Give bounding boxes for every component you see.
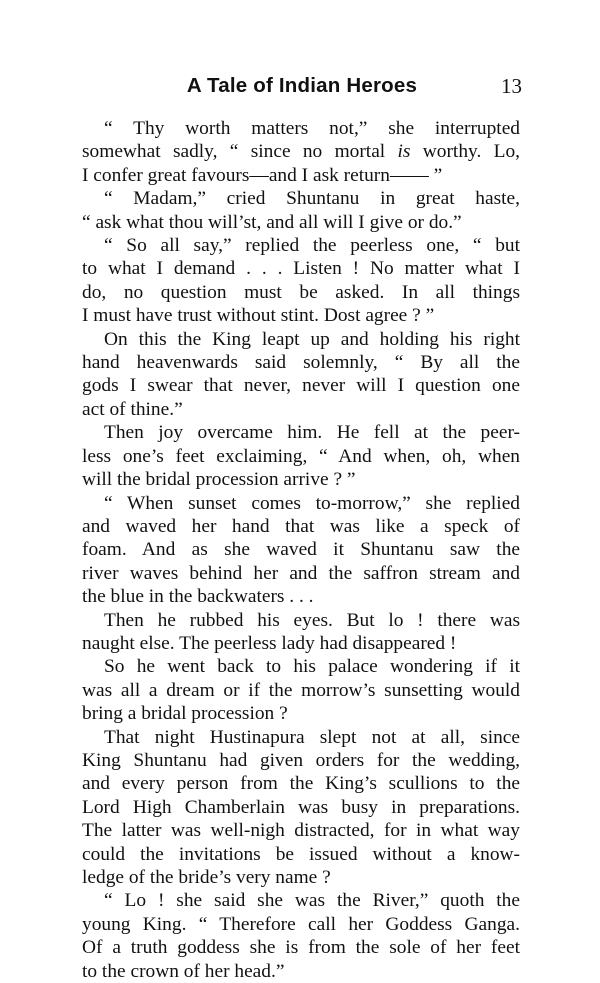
text-line: naught else. The peerless lady had disappeared ! xyxy=(82,632,457,654)
text-line: will the bridal procession arrive ? ” xyxy=(82,469,356,491)
text-line: to the crown of her head.” xyxy=(82,960,285,982)
text-line: The latter was well-nigh distracted, for in what way xyxy=(82,820,520,842)
text-line: do, no question must be asked. In all things xyxy=(82,281,520,303)
page-number: 13 xyxy=(501,74,522,98)
text-line: and every person from the King’s scullions to the xyxy=(82,773,520,795)
text-line: Then joy overcame him. He fell at the peer- xyxy=(104,422,520,444)
text-line: “ So all say,” replied the peerless one, “ but xyxy=(104,235,520,257)
text-line: “ ask what thou will’st, and all will I give or do.” xyxy=(82,211,462,233)
body-text xyxy=(82,117,520,983)
text-line: foam. And as she waved it Shuntanu saw the xyxy=(82,539,520,561)
text-line: I confer great favours—and I ask return—— ” xyxy=(82,164,443,186)
text-line: young King. “ Therefore call her Goddess Ganga. xyxy=(82,913,520,935)
text-line: Then he rubbed his eyes. But lo ! there was xyxy=(104,609,520,631)
text-line: less one’s feet exclaiming, “ And when, oh, when xyxy=(82,445,520,467)
text-line: the blue in the backwaters . . . xyxy=(82,586,314,608)
text-line: “ When sunset comes to-morrow,” she replied xyxy=(104,492,520,514)
text-line: could the invitations be issued without a know- xyxy=(82,843,520,865)
text-line: somewhat sadly, “ since no mortal is worthy. Lo, xyxy=(82,141,520,163)
text-line: That night Hustinapura slept not at all, since xyxy=(104,726,520,748)
text-line: So he went back to his palace wondering if it xyxy=(104,656,520,678)
text-line: “ Madam,” cried Shuntanu in great haste, xyxy=(104,188,520,210)
text-line: to what I demand . . . Listen ! No matter what I xyxy=(82,258,520,280)
text-line: On this the King leapt up and holding his right xyxy=(104,328,520,350)
text-line: hand heavenwards said solemnly, “ By all the xyxy=(82,352,520,374)
text-line: “ Lo ! she said she was the River,” quoth the xyxy=(104,890,520,912)
text-line: I must have trust without stint. Dost agree ? ” xyxy=(82,305,435,327)
running-title: A Tale of Indian Heroes xyxy=(186,74,418,97)
text-line: King Shuntanu had given orders for the wedding, xyxy=(82,749,520,771)
text-line: ledge of the bride’s very name ? xyxy=(82,867,331,888)
text-line: act of thine.” xyxy=(82,398,183,420)
page-header xyxy=(82,74,522,104)
text-line: river waves behind her and the saffron stream and xyxy=(82,562,520,584)
text-line: and waved her hand that was like a speck of xyxy=(82,515,520,537)
text-line: was all a dream or if the morrow’s sunsetting would xyxy=(82,679,520,701)
text-line: “ Thy worth matters not,” she interrupted xyxy=(104,118,520,139)
text-line: gods I swear that never, never will I question one xyxy=(82,375,520,397)
text-line: Lord High Chamberlain was busy in preparations. xyxy=(82,796,520,818)
text-line: Of a truth goddess she is from the sole of her feet xyxy=(82,937,520,959)
italic-word: is xyxy=(397,141,411,163)
text-line: bring a bridal procession ? xyxy=(82,703,288,725)
